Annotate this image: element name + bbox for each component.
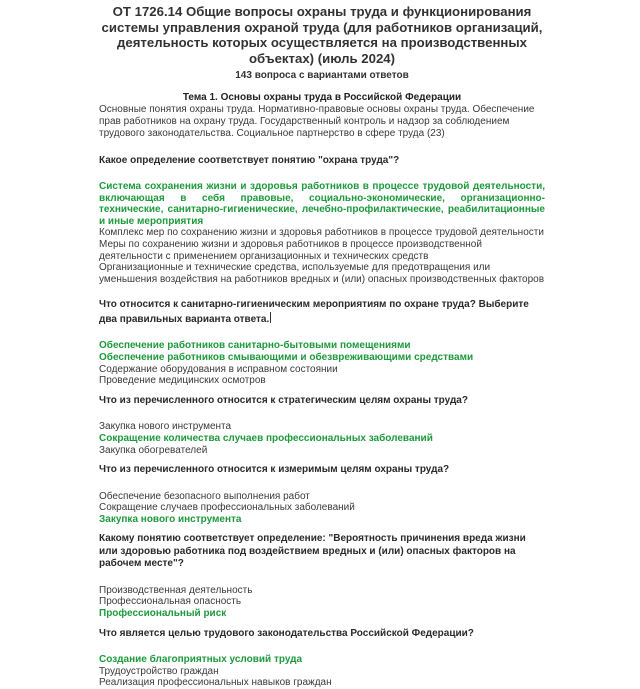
answer-list — [99, 585, 545, 620]
answer-option: Организационные и технические средства, используемые для предотвращения или уменьшения воздействия на работников вредных и (или) опасных производственных факторов — [99, 262, 545, 285]
question-text: Что относится к санитарно-гигиеническим мероприятиям по охране труда? Выберите два правильных варианта ответа. — [99, 299, 529, 325]
answer-option: Профессиональная опасность — [99, 596, 242, 608]
answer-option: Комплекс мер по сохранению жизни и здоровья работников в процессе трудовой деятельности — [99, 227, 544, 239]
answer-option: Закупка обогревателей — [99, 444, 208, 456]
answer-option-correct: Обеспечение работников смывающими и обезвреживающими средствами — [99, 352, 474, 364]
answer-option: Сокращение случаев профессиональных заболеваний — [99, 502, 355, 514]
document-subtitle: 143 вопроса с вариантами ответов — [235, 70, 409, 81]
answer-option-correct: Система сохранения жизни и здоровья работников в процессе трудовой деятельности, включающая в себя правовые, социально-экономические, организационно-технические, санитарно-гигиенические, лечебно-профилактические, реабилитационные и иные мероприятия — [99, 181, 545, 227]
topic-title: Тема 1. Основы охраны труда в Российской Федерации — [182, 92, 462, 103]
answer-list — [99, 654, 545, 689]
answer-option: Закупка нового инструмента — [99, 421, 232, 433]
question-text: Что является целью трудового законодательства Российской Федерации? — [99, 627, 474, 639]
answer-list — [99, 491, 545, 526]
question-text: Что из перечисленного относится к стратегическим целям охраны труда? — [99, 394, 468, 406]
answer-option: Реализация профессиональных навыков граждан — [99, 677, 332, 689]
answer-option: Содержание оборудования в исправном состоянии — [99, 363, 338, 375]
topic-description: Основные понятия охраны труда. Нормативно-правовые основы охраны труда. Обеспечение прав работников на охрану труда. Государственный контроль и надзор за соблюдением трудового законодательства. Социальное партнерство в сфере труда (23) — [99, 104, 535, 140]
document-page — [99, 4, 545, 689]
answer-list — [99, 181, 545, 285]
answer-option: Трудоустройство граждан — [99, 665, 219, 677]
answer-option: Обеспечение безопасного выполнения работ — [99, 490, 310, 502]
text-cursor — [270, 312, 271, 323]
answer-option: Меры по сохранению жизни и здоровья работников в процессе производственной деятельности с применением организационных и технических средств — [99, 239, 482, 262]
answer-option-correct: Обеспечение работников санитарно-бытовыми помещениями — [99, 340, 411, 352]
answer-option: Производственная деятельность — [99, 584, 253, 596]
answer-list — [99, 340, 545, 386]
answer-option-correct: Сокращение количества случаев профессиональных заболеваний — [99, 432, 433, 444]
answer-option-correct: Профессиональный риск — [99, 608, 227, 620]
question-text: Что из перечисленного относится к измеримым целям охраны труда? — [99, 464, 450, 476]
document-title: ОТ 1726.14 Общие вопросы охраны труда и функционирования системы управления охраной труда (для работников организаций, деятельность которых осуществляется на производственных объектах) (июль 2024) — [101, 4, 543, 66]
question-text: Какое определение соответствует понятию "охрана труда"? — [99, 154, 400, 166]
answer-list — [99, 421, 545, 456]
answer-option-correct: Создание благоприятных условий труда — [99, 654, 303, 666]
question-text: Какому понятию соответствует определение: "Вероятность причинения вреда жизни или здоровью работника под воздействием вредных и (или) опасных факторов на рабочем месте"? — [99, 533, 526, 570]
answer-option: Проведение медицинских осмотров — [99, 375, 266, 387]
answer-option-correct: Закупка нового инструмента — [99, 513, 242, 525]
